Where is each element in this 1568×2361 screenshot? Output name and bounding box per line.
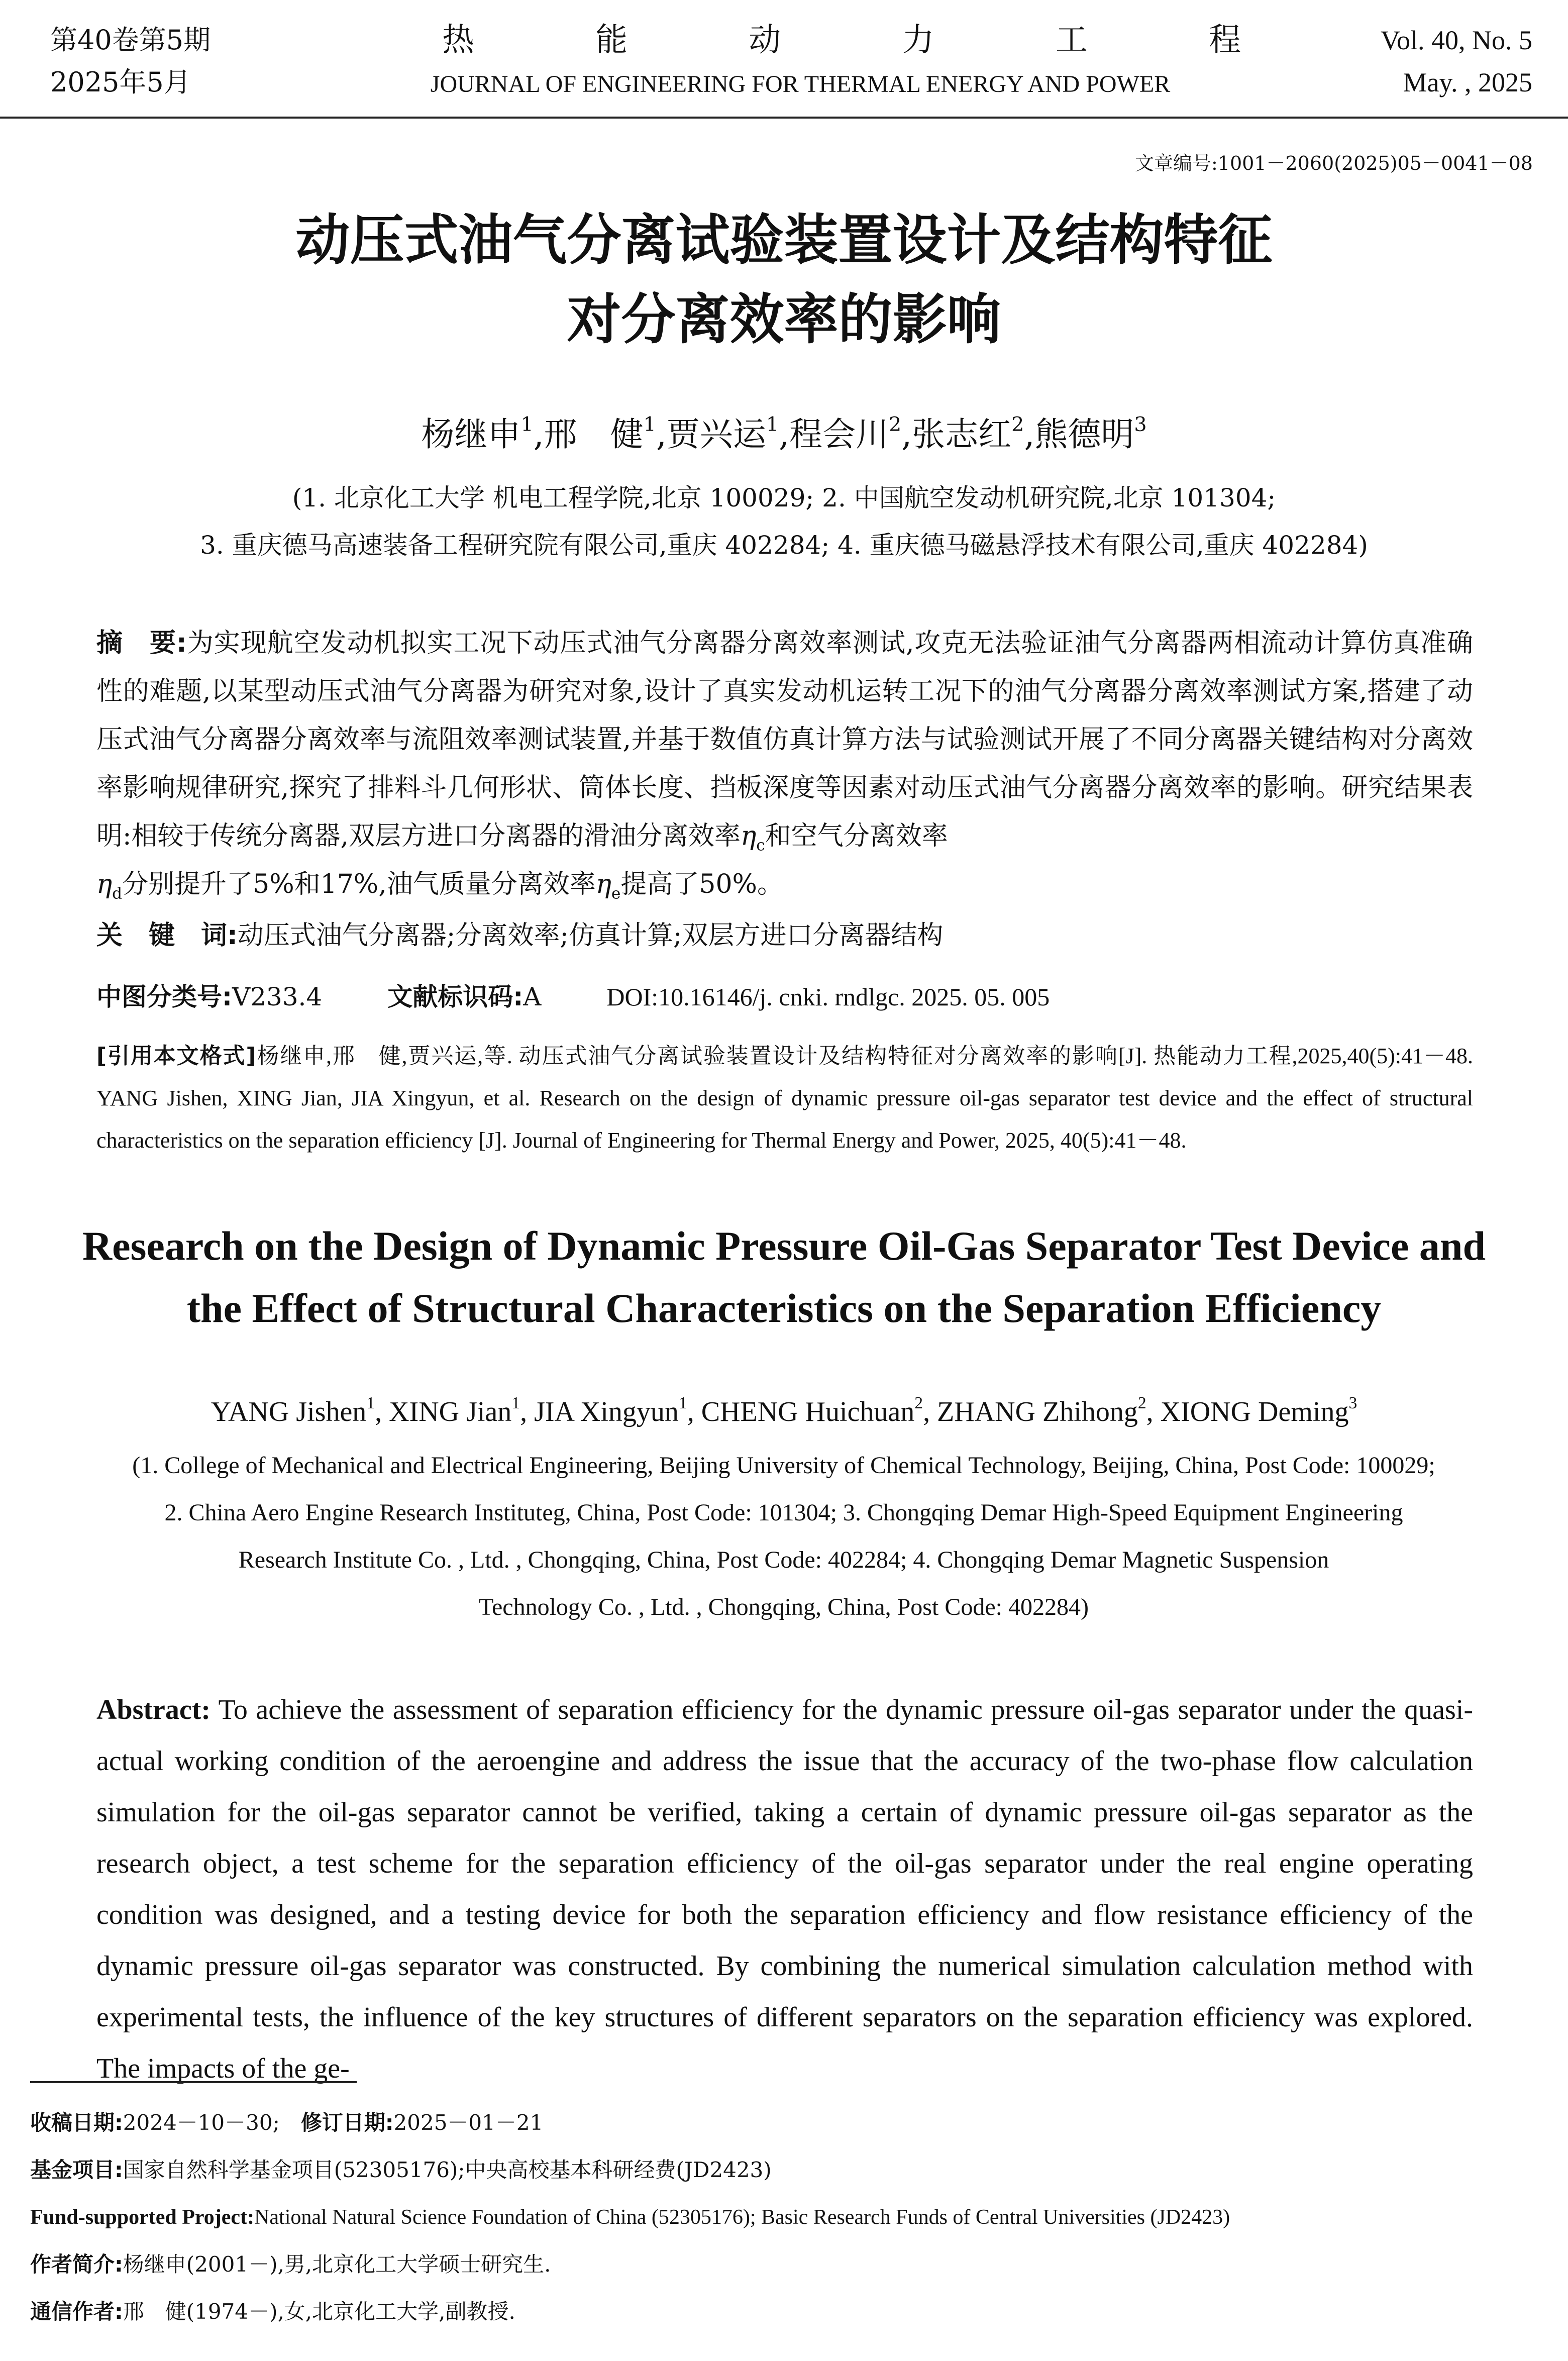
author-affil-mark: 2	[1011, 413, 1024, 437]
journal-char: 力	[902, 22, 934, 59]
received-date: 2024－10－30;	[123, 2110, 280, 2135]
author-name: 程会川	[789, 415, 889, 454]
author-affil-mark: 1	[643, 413, 656, 437]
author-affil-mark: 2	[1137, 1394, 1146, 1413]
received-label: 收稿日期:	[30, 2110, 123, 2135]
author-name: JIA Xingyun	[534, 1396, 679, 1427]
journal-char: 能	[595, 22, 628, 59]
journal-name-en: JOURNAL OF ENGINEERING FOR THERMAL ENERGY AND POWER	[430, 71, 1171, 97]
title-cn	[0, 201, 1568, 360]
author-affil-mark: 2	[888, 413, 902, 437]
fund-en-line	[30, 2194, 1537, 2241]
affiliations-en	[20, 1442, 1547, 1631]
author-affil-mark: 3	[1348, 1394, 1357, 1413]
footnote-rule	[30, 2081, 357, 2083]
affiliation-line: (1. College of Mechanical and Electrical Engineering, Beijing University of Chemical Technology, Beijing, China, Post Code: 100029;	[132, 1452, 1435, 1479]
abstract-cn-text: 提高了50%。	[620, 869, 783, 899]
author-name: 邢 健	[544, 415, 644, 454]
corresponding-text: 邢 健(1974－),女,北京化工大学,副教授.	[123, 2299, 515, 2324]
citation-block	[96, 1035, 1473, 1162]
doc-code-value: A	[523, 982, 542, 1011]
author-name: 贾兴运	[666, 415, 766, 454]
author-name: 熊德明	[1034, 415, 1134, 454]
doc-code-label: 文献标识码:	[387, 982, 524, 1011]
author-name: CHENG Huichuan	[701, 1396, 915, 1427]
author-name: XIONG Deming	[1160, 1396, 1349, 1427]
footnotes	[30, 2099, 1537, 2335]
abstract-en-text: To achieve the assessment of separation efficiency for the dynamic pressure oil-gas separator under the quasi-actual working condition of the aeroengine and address the issue that the accuracy of the two-phase flow calculation simulation for the oil-gas separator cannot be verified, taking a certain of dynamic pressure oil-gas separator as the research object, a test scheme for the separation efficiency of the oil-gas separator under the real engine operating condition was designed, and a testing device for both the separation efficiency and flow resistance efficiency of the dynamic pressure oil-gas separator was constructed. By combining the numerical simulation calculation method with experimental tests, the influence of the key structures of different separators on the separation efficiency was explored. The impacts of the ge-	[96, 1694, 1473, 2084]
authors-en: YANG Jishen$^1$, XING Jian$^1$, JIA Xingyun$^1$, CHENG Huichuan$^2$, ZHANG Zhihong$^2$, XIONG Deming$^3$	[211, 1394, 1357, 1427]
clc-label: 中图分类号:	[96, 982, 232, 1011]
journal-char: 动	[749, 22, 781, 59]
issue-date-cn: 2025年5月	[50, 66, 191, 98]
author-bio-text: 杨继申(2001－),男,北京化工大学硕士研究生.	[123, 2252, 551, 2277]
corresponding-line	[30, 2288, 1537, 2335]
title-cn-line: 对分离效率的影响	[567, 288, 1001, 351]
journal-char: 工	[1055, 22, 1088, 59]
journal-char: 热	[442, 22, 474, 59]
issue-date-en: May. , 2025	[1403, 67, 1532, 97]
author-bio-line	[30, 2241, 1537, 2288]
affiliation-line: (1. 北京化工大学 机电工程学院,北京 100029; 2. 中国航空发动机研究院,北京 101304;	[292, 483, 1276, 512]
issue-number-cn: 第40卷第5期	[50, 24, 211, 56]
author-affil-mark: 1	[366, 1394, 375, 1413]
classification-line	[96, 977, 1473, 1017]
journal-char: 程	[1208, 22, 1241, 59]
eta-subscript: d	[112, 884, 123, 903]
affiliation-line: 2. China Aero Engine Research Instituteg, China, Post Code: 101304; 3. Chongqing Demar High-Speed Equipment Engineering	[164, 1499, 1403, 1526]
issue-info-cn	[50, 19, 211, 104]
affiliations-cn	[0, 474, 1568, 569]
author-affil-mark: 1	[511, 1394, 520, 1413]
abstract-cn-text: 分别提升了5%和17%,油气质量分离效率	[122, 869, 596, 899]
abstract-en-label: Abstract:	[96, 1694, 211, 1725]
author-affil-mark: 1	[766, 413, 779, 437]
citation-text: 杨继申,邢 健,贾兴运,等. 动压式油气分离试验装置设计及结构特征对分离效率的影响[J]. 热能动力工程,2025,40(5):41－48. YANG Jishen, XING Jian, JIA Xingyun, et al. Research on the design of dynamic pressure oil-gas separator test device and the effect of structural characteristics on the separation efficiency [J]. Journal of Engineering for Thermal Energy and Power, 2025, 40(5):41－48.	[96, 1044, 1474, 1153]
header-rule	[0, 117, 1568, 119]
author-name: ZHANG Zhihong	[937, 1396, 1138, 1427]
fund-en-text: National Natural Science Foundation of China (52305176); Basic Research Funds of Central Universities (JD2423)	[254, 2206, 1230, 2229]
revised-date: 2025－01－21	[393, 2110, 544, 2135]
keywords-cn	[96, 915, 1473, 956]
eta-subscript: c	[756, 836, 765, 855]
clc-value: V233.4	[232, 982, 323, 1011]
eta-symbol: η	[741, 821, 757, 851]
citation-label: [引用本文格式]	[96, 1043, 256, 1069]
author-affil-mark: 1	[678, 1394, 687, 1413]
keywords-cn-text: 动压式油气分离器;分离效率;仿真计算;双层方进口分离器结构	[237, 920, 944, 951]
abstract-cn-label: 摘 要:	[96, 628, 187, 658]
keywords-cn-label: 关 键 词:	[96, 920, 238, 951]
affiliation-line: Technology Co. , Ltd. , Chongqing, China, Post Code: 402284)	[479, 1594, 1089, 1620]
abstract-cn-text: 和空气分离效率	[765, 821, 948, 851]
revised-label: 修订日期:	[300, 2110, 394, 2135]
author-name: YANG Jishen	[211, 1396, 367, 1427]
author-affil-mark: 2	[914, 1394, 923, 1413]
author-name: 张志红	[912, 415, 1012, 454]
abstract-cn-text: 为实现航空发动机拟实工况下动压式油气分离器分离效率测试,攻克无法验证油气分离器两相流动计算仿真准确性的难题,以某型动压式油气分离器为研究对象,设计了真实发动机运转工况下的油气分离器分离效率测试方案,搭建了动压式油气分离器分离效率与流阻效率测试装置,并基于数值仿真计算方法与试验测试开展了不同分离器关键结构对分离效率影响规律研究,探究了排料斗几何形状、筒体长度、挡板深度等因素对动压式油气分离器分离效率的影响。研究结果表明:相较于传统分离器,双层方进口分离器的滑油分离效率	[96, 628, 1473, 851]
issue-info-en	[1296, 19, 1532, 104]
title-cn-line: 动压式油气分离试验装置设计及结构特征	[295, 209, 1273, 272]
author-bio-label: 作者简介:	[30, 2252, 123, 2277]
eta-symbol: η	[595, 869, 611, 899]
journal-name-cn	[442, 19, 1241, 61]
fund-en-label: Fund-supported Project:	[30, 2206, 255, 2229]
title-en	[0, 1215, 1568, 1340]
abstract-en	[96, 1684, 1473, 2094]
received-line	[30, 2099, 1537, 2146]
issue-number-en: Vol. 40, No. 5	[1380, 25, 1532, 55]
fund-cn-text: 国家自然科学基金项目(52305176);中央高校基本科研经费(JD2423)	[123, 2158, 772, 2182]
fund-cn-label: 基金项目:	[30, 2158, 123, 2182]
fund-cn-line	[30, 2146, 1537, 2194]
title-en-line: Research on the Design of Dynamic Pressure Oil-Gas Separator Test Device and	[82, 1223, 1486, 1269]
eta-symbol: η	[96, 869, 113, 899]
authors-cn: 杨继申$^1$,邢 健$^1$,贾兴运$^1$,程会川$^2$,张志红$^2$,熊德明$^3$	[421, 413, 1147, 454]
abstract-cn	[96, 619, 1473, 908]
article-number: 文章编号:1001－2060(2025)05－0041－08	[1135, 152, 1533, 174]
author-affil-mark: 3	[1134, 413, 1147, 437]
author-name: XING Jian	[389, 1396, 512, 1427]
title-en-line: the Effect of Structural Characteristics on the Separation Efficiency	[186, 1285, 1382, 1331]
author-name: 杨继申	[421, 415, 521, 454]
author-affil-mark: 1	[520, 413, 534, 437]
corresponding-label: 通信作者:	[30, 2299, 123, 2324]
eta-subscript: e	[611, 884, 621, 903]
doi: DOI:10.16146/j. cnki. rndlgc. 2025. 05. 005	[606, 983, 1050, 1011]
affiliation-line: Research Institute Co. , Ltd. , Chongqing, China, Post Code: 402284; 4. Chongqing Demar Magnetic Suspension	[238, 1547, 1329, 1573]
affiliation-line: 3. 重庆德马高速装备工程研究院有限公司,重庆 402284; 4. 重庆德马磁悬浮技术有限公司,重庆 402284)	[200, 531, 1368, 560]
